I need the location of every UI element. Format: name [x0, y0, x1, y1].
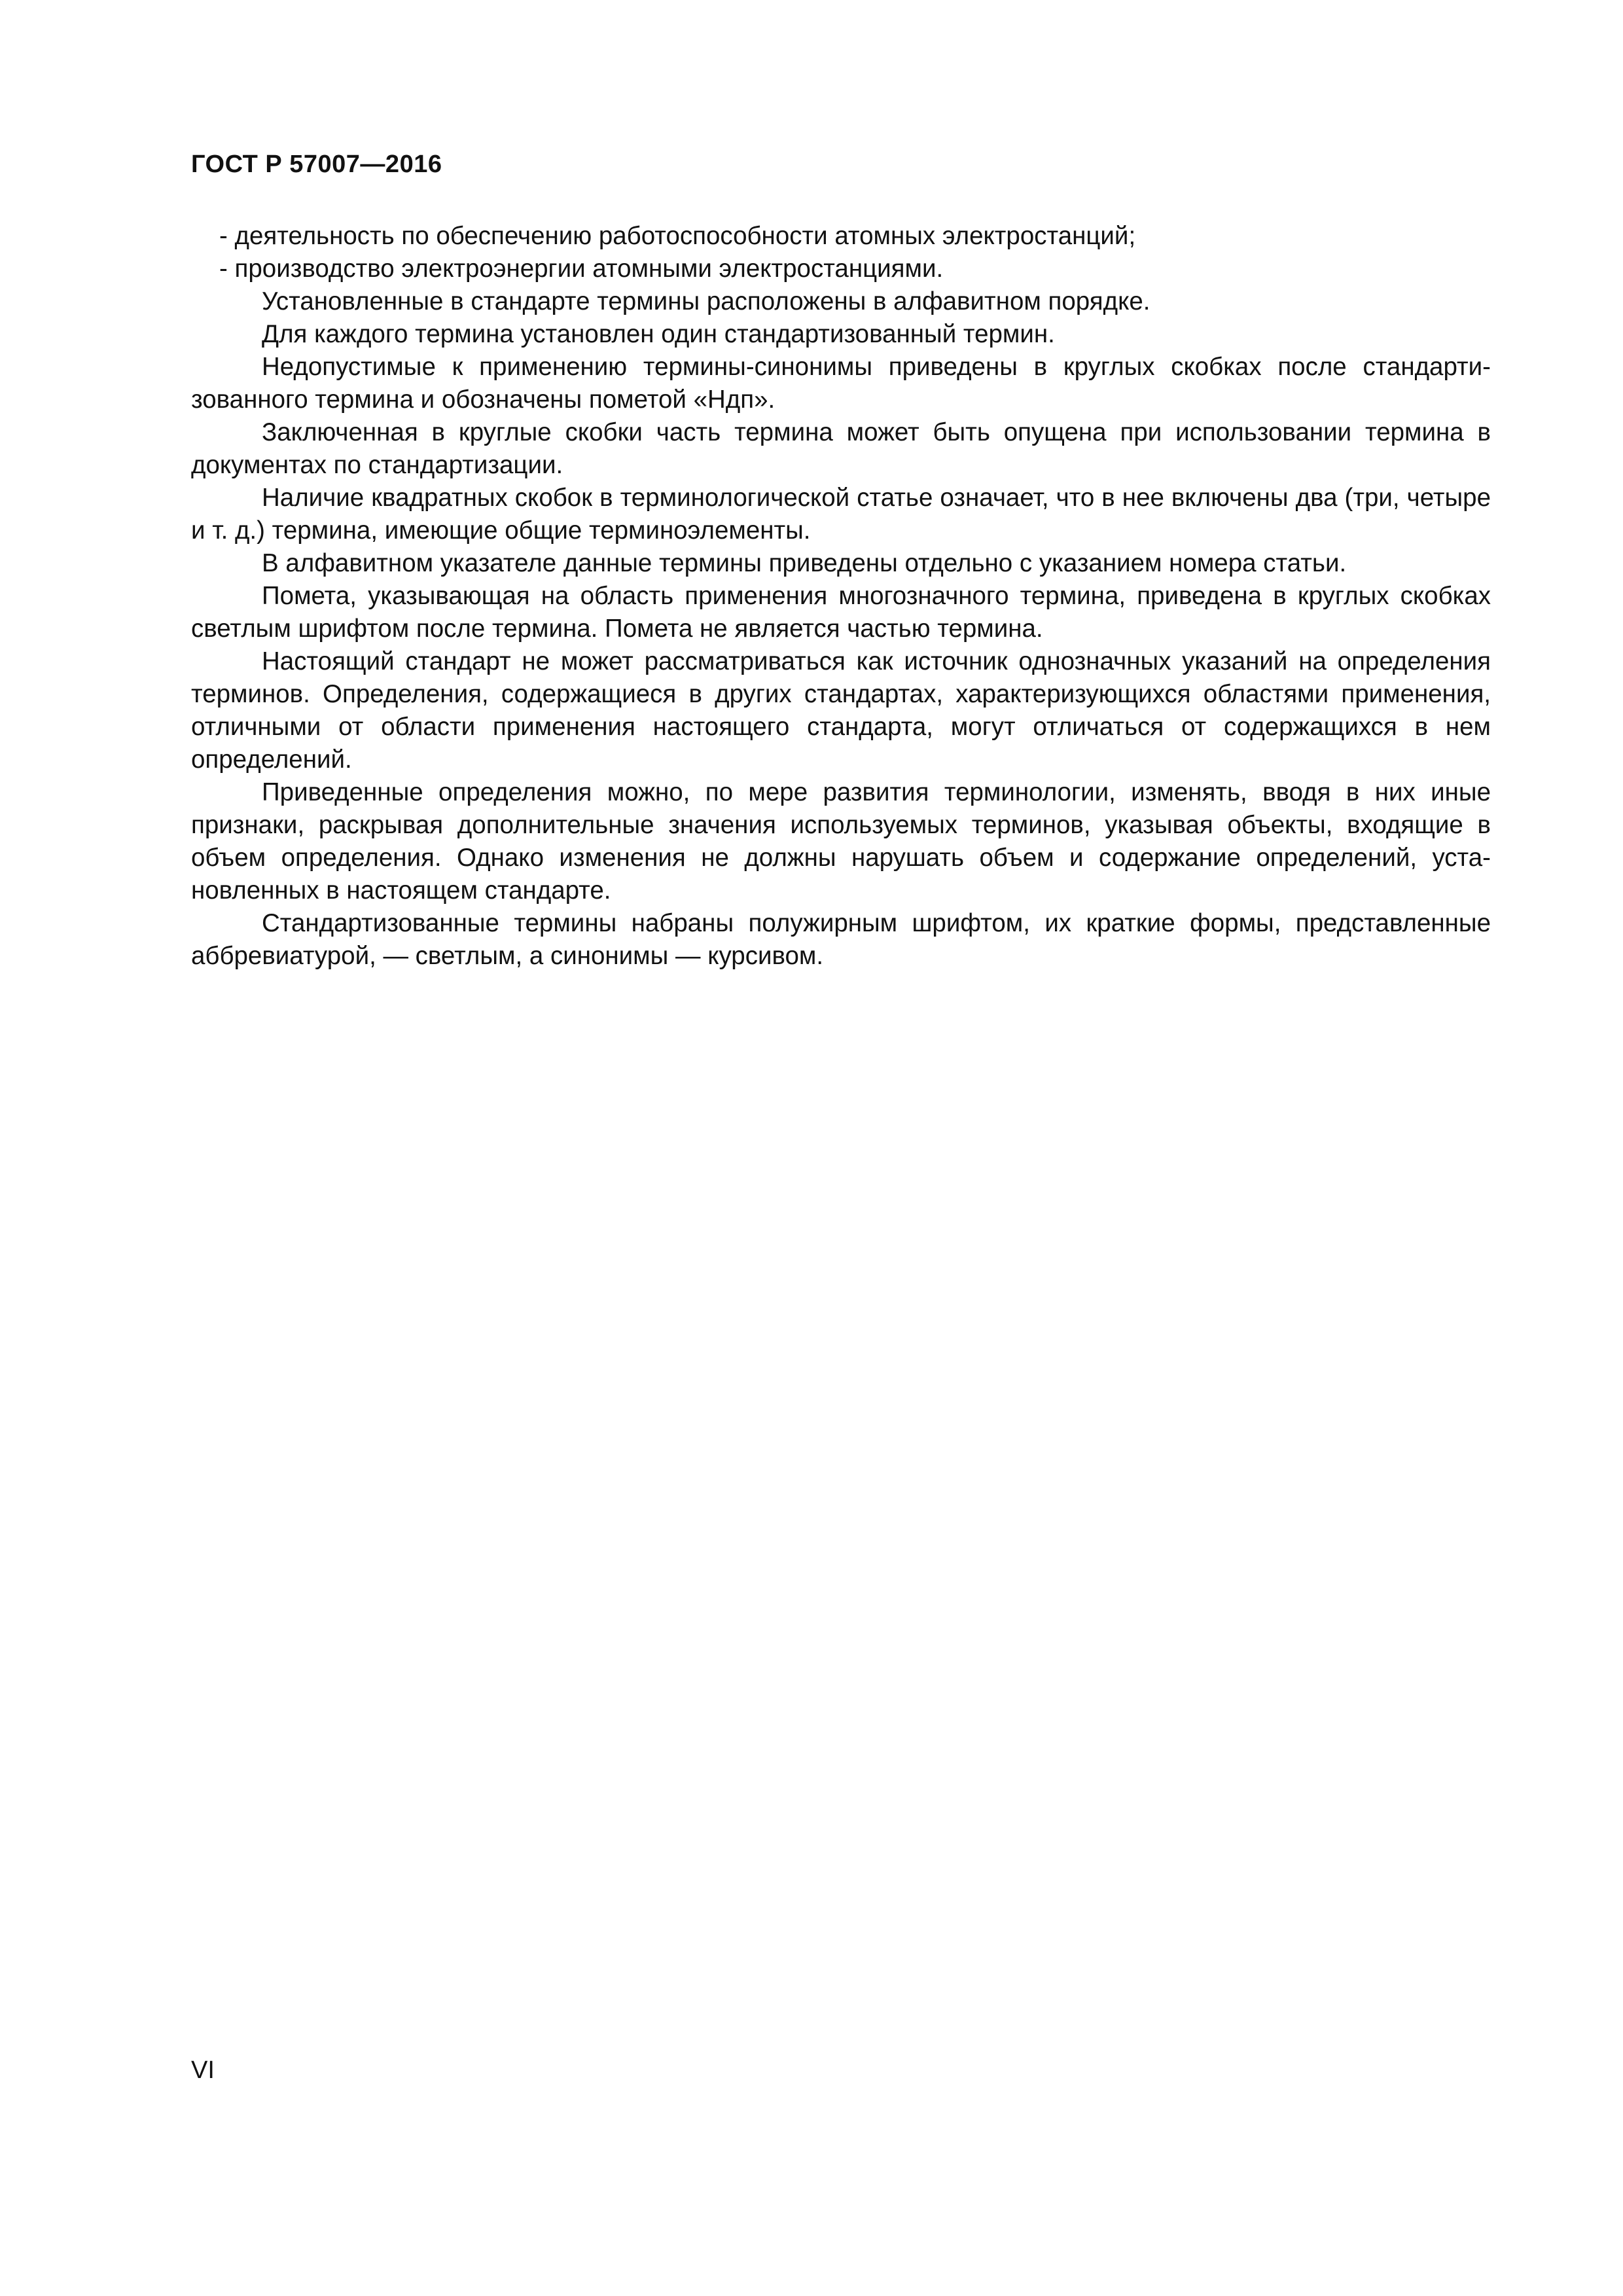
- body-paragraph: Заключенная в круглые скобки часть термина может быть опущена при использовании термина в документах по стандартизации.: [191, 418, 1491, 479]
- list-item-bullet: - деятельность по обеспечению работоспособности атомных электростанций;: [219, 222, 1136, 250]
- body-paragraph: Стандартизованные термины набраны полужирным шрифтом, их краткие формы, представленные аббревиатурой, — светлым, а синонимы — курсивом.: [191, 909, 1491, 970]
- body-paragraph: Наличие квадратных скобок в терминологической статье означает, что в нее включены два (три, четыре и т. д.) термина, имеющие общие терминоэлементы.: [191, 484, 1491, 545]
- body-paragraph: Приведенные определения можно, по мере развития терминологии, изменять, вводя в них иные признаки, раскрывая дополнительные значения используемых терминов, указывая объекты, входящие в объем определения. Однако изменения не должны нарушать объем и содержание определений, установленных в настоящем стандарте.: [191, 778, 1491, 905]
- page-number: VI: [191, 2056, 215, 2084]
- body-paragraph: Недопустимые к применению термины-синонимы приведены в круглых скобках после стандартизованного термина и обозначены пометой «Ндп».: [191, 353, 1491, 414]
- body-paragraph: Для каждого термина установлен один стандартизованный термин.: [262, 320, 1055, 348]
- body-paragraph: Настоящий стандарт не может рассматриваться как источник однозначных указаний на определения терминов. Определения, содержащиеся в других стандартах, характеризующихся областями применения, отличными от области применения настоящего стандарта, могут отличаться от содержащихся в нем определений.: [191, 647, 1491, 774]
- body-paragraph: Установленные в стандарте термины расположены в алфавитном порядке.: [262, 287, 1150, 315]
- document-body: [191, 220, 1491, 973]
- body-paragraph: В алфавитном указателе данные термины приведены отдельно с указанием номера статьи.: [262, 549, 1347, 577]
- list-item-bullet: - производство электроэнергии атомными электростанциями.: [219, 255, 944, 283]
- document-header-standard-id: ГОСТ Р 57007—2016: [191, 151, 442, 178]
- body-paragraph: Помета, указывающая на область применения многозначного термина, приведена в круглых скобках светлым шрифтом после термина. Помета не является частью термина.: [191, 582, 1491, 643]
